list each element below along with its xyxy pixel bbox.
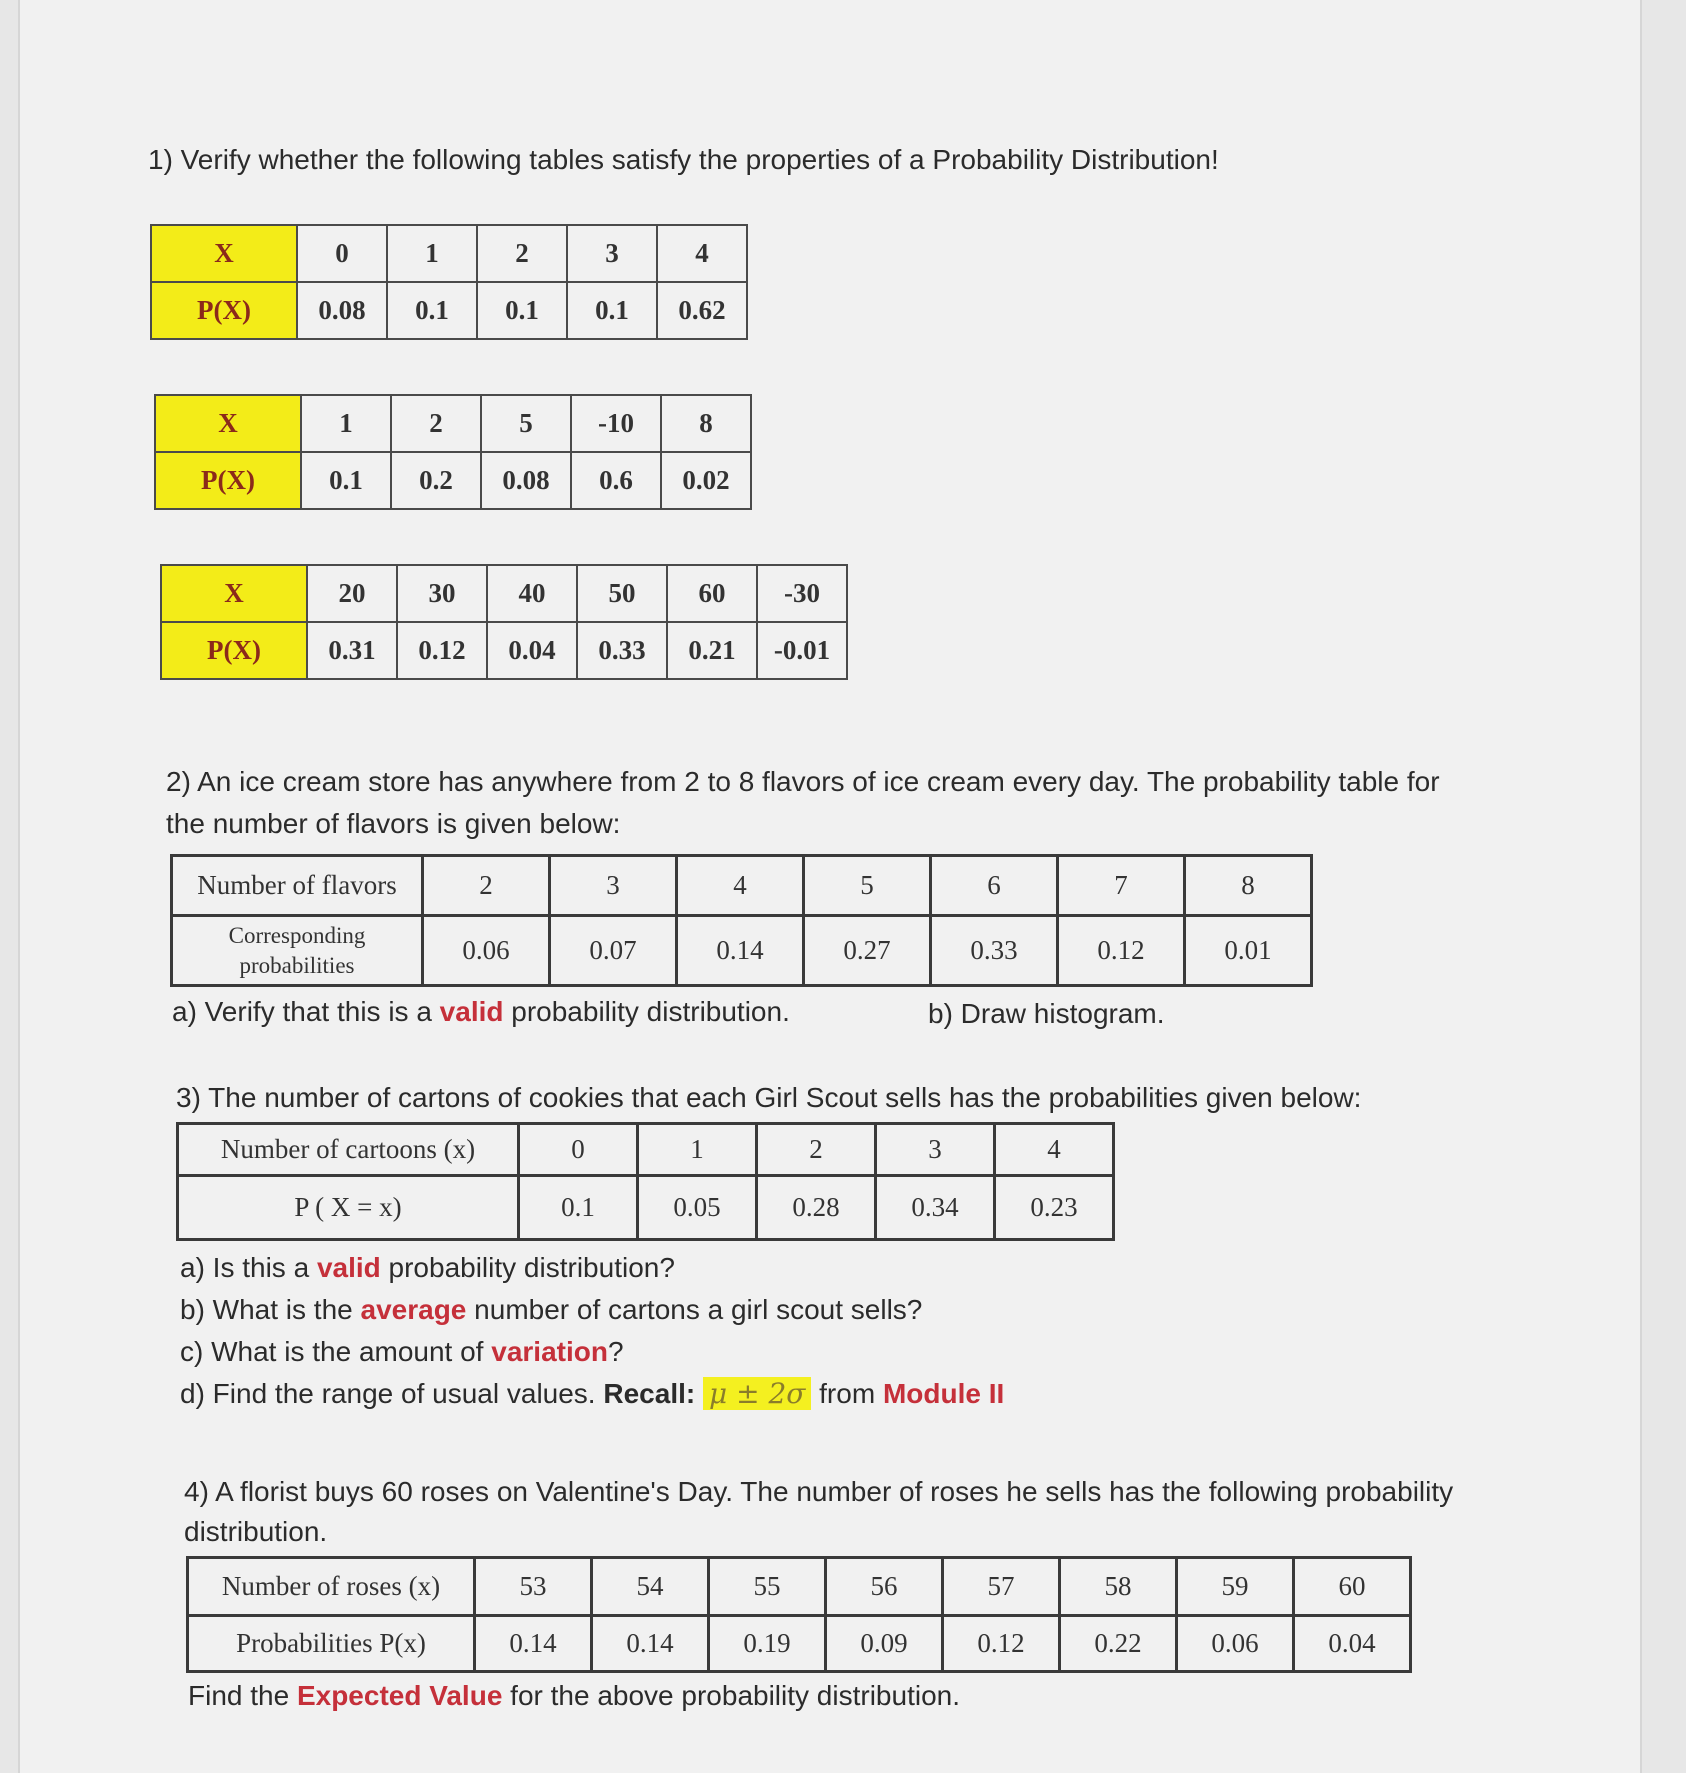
x-cell: 2 — [757, 1124, 876, 1176]
emphasis: valid — [439, 996, 504, 1027]
x-cell: 7 — [1058, 856, 1185, 916]
p-cell: 0.14 — [475, 1616, 592, 1672]
x-cell: 30 — [397, 565, 487, 622]
x-cell: 4 — [677, 856, 804, 916]
row-label-probabilities — [172, 916, 423, 986]
q4-line1: 4) A florist buys 60 roses on Valentine's Day. The number of roses he sells has the following probability — [184, 1476, 1454, 1507]
p-label: P(X) — [161, 622, 307, 679]
x-cell: 0 — [519, 1124, 638, 1176]
row-label-probabilities: Probabilities P(x) — [188, 1616, 475, 1672]
q2-line1: 2) An ice cream store has anywhere from 2 to 8 flavors of ice cream every day. The probability table for — [166, 766, 1440, 797]
emphasis: average — [360, 1294, 467, 1325]
p-cell: 0.02 — [661, 452, 751, 509]
q4-line2: distribution. — [184, 1516, 328, 1547]
x-cell: 2 — [423, 856, 550, 916]
p-cell: 0.14 — [677, 916, 804, 986]
row-label-cartons: Number of cartoons (x) — [178, 1124, 519, 1176]
p-cell: 0.01 — [1185, 916, 1312, 986]
x-cell: 58 — [1060, 1558, 1177, 1616]
q3-part-c — [180, 1332, 624, 1372]
label-line: probabilities — [239, 952, 355, 978]
text: c) What is the amount of — [180, 1336, 492, 1367]
x-label: X — [155, 395, 301, 452]
p-cell: -0.01 — [757, 622, 847, 679]
x-cell: 3 — [876, 1124, 995, 1176]
p-cell: 0.33 — [577, 622, 667, 679]
q1-title: 1) Verify whether the following tables satisfy the properties of a Probability Distribution! — [148, 144, 1219, 175]
row-label-roses: Number of roses (x) — [188, 1558, 475, 1616]
p-cell: 0.05 — [638, 1176, 757, 1240]
text: a) Verify that this is a — [172, 996, 440, 1027]
x-cell: 60 — [667, 565, 757, 622]
row-label-p: P ( X = x) — [178, 1176, 519, 1240]
x-label: X — [161, 565, 307, 622]
p-cell: 0.1 — [567, 282, 657, 339]
x-cell: 55 — [709, 1558, 826, 1616]
x-cell: 8 — [661, 395, 751, 452]
q1-table-1 — [150, 224, 748, 340]
x-label: X — [151, 225, 297, 282]
x-cell: 54 — [592, 1558, 709, 1616]
x-cell: 1 — [387, 225, 477, 282]
p-label: P(X) — [155, 452, 301, 509]
q4-find-expected-value — [188, 1676, 960, 1716]
x-cell: 50 — [577, 565, 667, 622]
x-cell: 6 — [931, 856, 1058, 916]
emphasis: Expected Value — [296, 1680, 503, 1711]
x-cell: 5 — [804, 856, 931, 916]
text: Find the — [188, 1680, 297, 1711]
q4-roses-table — [186, 1556, 1412, 1673]
text: from — [811, 1378, 883, 1409]
p-cell: 0.34 — [876, 1176, 995, 1240]
emphasis: valid — [316, 1252, 381, 1283]
p-cell: 0.62 — [657, 282, 747, 339]
p-cell: 0.27 — [804, 916, 931, 986]
p-cell: 0.08 — [481, 452, 571, 509]
x-cell: 20 — [307, 565, 397, 622]
p-cell: 0.07 — [550, 916, 677, 986]
p-cell: 0.22 — [1060, 1616, 1177, 1672]
p-cell: 0.08 — [297, 282, 387, 339]
x-cell: 53 — [475, 1558, 592, 1616]
p-cell: 0.33 — [931, 916, 1058, 986]
q2-line2: the number of flavors is given below: — [166, 808, 621, 839]
q2-part-a — [172, 992, 790, 1032]
x-cell: 5 — [481, 395, 571, 452]
q2-part-b: b) Draw histogram. — [928, 998, 1165, 1029]
x-cell: 3 — [550, 856, 677, 916]
text: b) What is the — [180, 1294, 361, 1325]
p-label: P(X) — [151, 282, 297, 339]
p-cell: 0.23 — [995, 1176, 1114, 1240]
label-line: Corresponding — [228, 922, 366, 948]
p-cell: 0.04 — [1294, 1616, 1411, 1672]
p-cell: 0.06 — [1177, 1616, 1294, 1672]
x-cell: 3 — [567, 225, 657, 282]
p-cell: 0.1 — [477, 282, 567, 339]
x-cell: 8 — [1185, 856, 1312, 916]
emphasis: variation — [491, 1336, 608, 1367]
text: probability distribution. — [503, 996, 790, 1027]
p-cell: 0.12 — [1058, 916, 1185, 986]
p-cell: 0.1 — [519, 1176, 638, 1240]
x-cell: 2 — [391, 395, 481, 452]
p-cell: 0.09 — [826, 1616, 943, 1672]
text: ? — [607, 1336, 624, 1367]
p-cell: 0.6 — [571, 452, 661, 509]
module-reference: Module II — [882, 1378, 1005, 1409]
p-cell: 0.31 — [307, 622, 397, 679]
text: for the above probability distribution. — [502, 1680, 960, 1711]
p-cell: 0.1 — [301, 452, 391, 509]
x-cell: 4 — [995, 1124, 1114, 1176]
x-cell: 2 — [477, 225, 567, 282]
row-label-flavors: Number of flavors — [172, 856, 423, 916]
x-cell: -10 — [571, 395, 661, 452]
x-cell: 56 — [826, 1558, 943, 1616]
p-cell: 0.2 — [391, 452, 481, 509]
p-cell: 0.21 — [667, 622, 757, 679]
q1-table-3 — [160, 564, 848, 680]
p-cell: 0.12 — [397, 622, 487, 679]
text: number of cartons a girl scout sells? — [466, 1294, 923, 1325]
q3-cartons-table — [176, 1122, 1115, 1241]
x-cell: 1 — [301, 395, 391, 452]
x-cell: 4 — [657, 225, 747, 282]
q3-part-b — [180, 1290, 922, 1330]
p-cell: 0.1 — [387, 282, 477, 339]
text: a) Is this a — [180, 1252, 317, 1283]
x-cell: 1 — [638, 1124, 757, 1176]
x-cell: 59 — [1177, 1558, 1294, 1616]
q3-part-d — [180, 1374, 1004, 1414]
x-cell: 57 — [943, 1558, 1060, 1616]
p-cell: 0.14 — [592, 1616, 709, 1672]
p-cell: 0.04 — [487, 622, 577, 679]
formula-highlight: μ ± 2σ — [703, 1377, 811, 1410]
x-cell: 40 — [487, 565, 577, 622]
text: probability distribution? — [380, 1252, 675, 1283]
p-cell: 0.06 — [423, 916, 550, 986]
q2-flavors-table — [170, 854, 1313, 987]
x-cell: 60 — [1294, 1558, 1411, 1616]
q3-part-a — [180, 1248, 675, 1288]
recall-label: Recall: — [603, 1378, 696, 1409]
x-cell: -30 — [757, 565, 847, 622]
q3-title: 3) The number of cartons of cookies that each Girl Scout sells has the probabilities given below: — [176, 1082, 1362, 1113]
p-cell: 0.12 — [943, 1616, 1060, 1672]
q1-table-2 — [154, 394, 752, 510]
p-cell: 0.19 — [709, 1616, 826, 1672]
p-cell: 0.28 — [757, 1176, 876, 1240]
text: d) Find the range of usual values. — [180, 1378, 604, 1409]
x-cell: 0 — [297, 225, 387, 282]
